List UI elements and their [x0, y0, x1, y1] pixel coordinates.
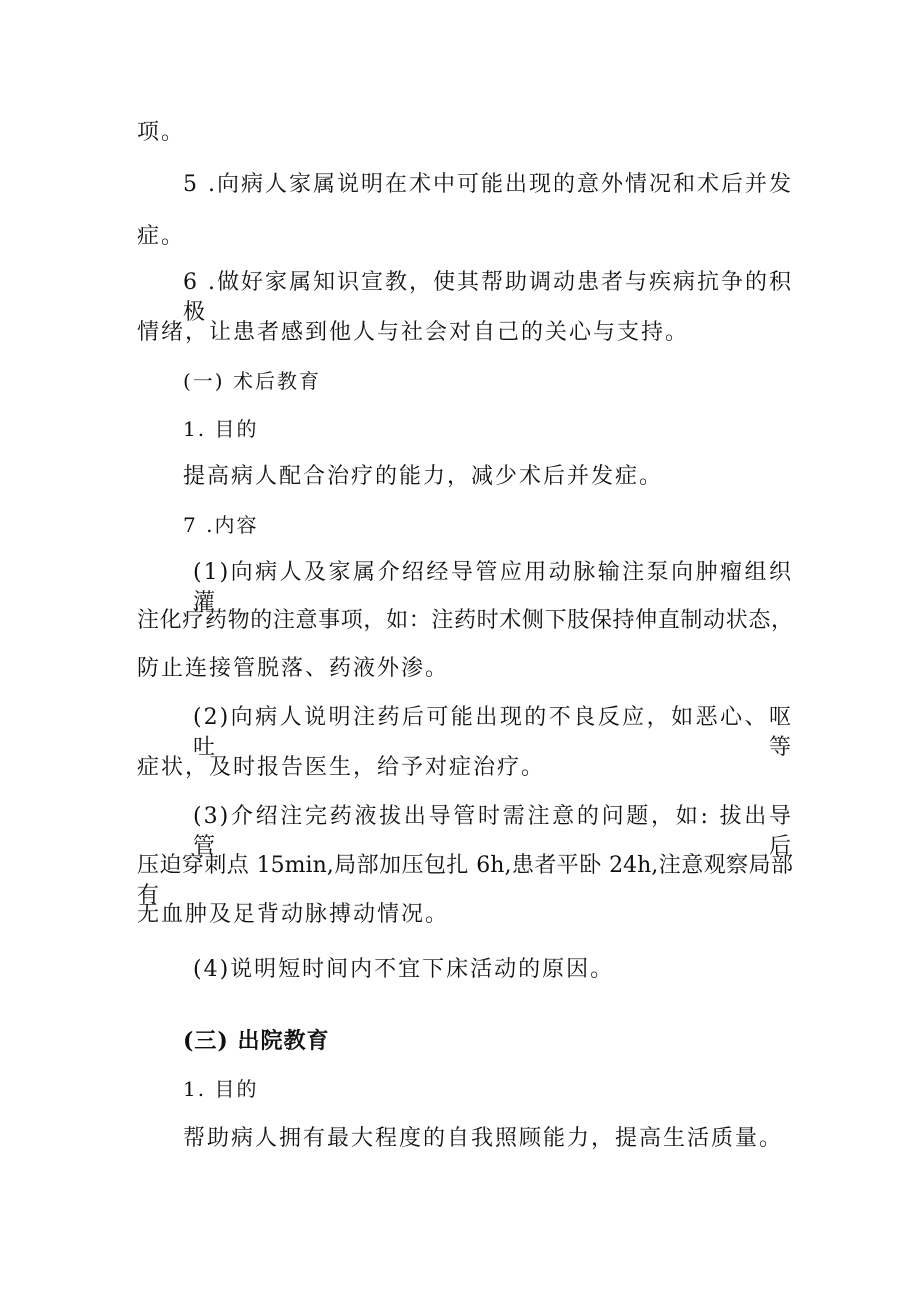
subheading-purpose-1: 1. 目的: [183, 417, 259, 441]
subheading-content: 7 .内容: [183, 513, 259, 537]
text-line-16: 压迫穿刺点 15min,局部加压包扎 6h,患者平卧 24h,注意观察局部有: [137, 853, 793, 908]
text-line-5: 情绪，让患者感到他人与社会对自己的关心与支持。: [137, 320, 690, 345]
text-line-15: (3)介绍注完药液拔出导管时需注意的问题，如: 拔出导管后: [193, 804, 793, 859]
section-heading-discharge: (三) 出院教育: [183, 1028, 330, 1054]
text-line-13: (2)向病人说明注药后可能出现的不良反应，如恶心、呕吐等: [193, 705, 793, 760]
text-line-21: 帮助病人拥有最大程度的自我照顾能力，提高生活质量。: [183, 1126, 784, 1151]
subheading-purpose-2: 1. 目的: [183, 1077, 259, 1101]
text-line-4: 6 .做好家属知识宣教，使其帮助调动患者与疾病抗争的积极: [183, 270, 793, 325]
text-line-2: 5 .向病人家属说明在术中可能出现的意外情况和术后并发: [183, 172, 793, 197]
text-line-1: 项。: [137, 120, 186, 145]
section-heading-postop: (一) 术后教育: [183, 369, 321, 393]
text-line-12: 防止连接管脱落、药液外渗。: [137, 656, 450, 681]
text-line-10: (1)向病人及家属介绍经导管应用动脉输注泵向肿瘤组织灌: [193, 560, 793, 615]
text-line-17: 无血肿及足背动脉搏动情况。: [137, 902, 450, 927]
text-line-11: 注化疗药物的注意事项，如：注药时术侧下肢保持伸直制动状态，: [137, 608, 793, 633]
text-line-18: (4)说明短时间内不宜下床活动的原因。: [193, 957, 615, 982]
text-line-14: 症状，及时报告医生，给予对症治疗。: [137, 755, 546, 780]
text-line-3: 症。: [137, 224, 186, 249]
text-line-8: 提高病人配合治疗的能力，减少术后并发症。: [183, 464, 664, 489]
